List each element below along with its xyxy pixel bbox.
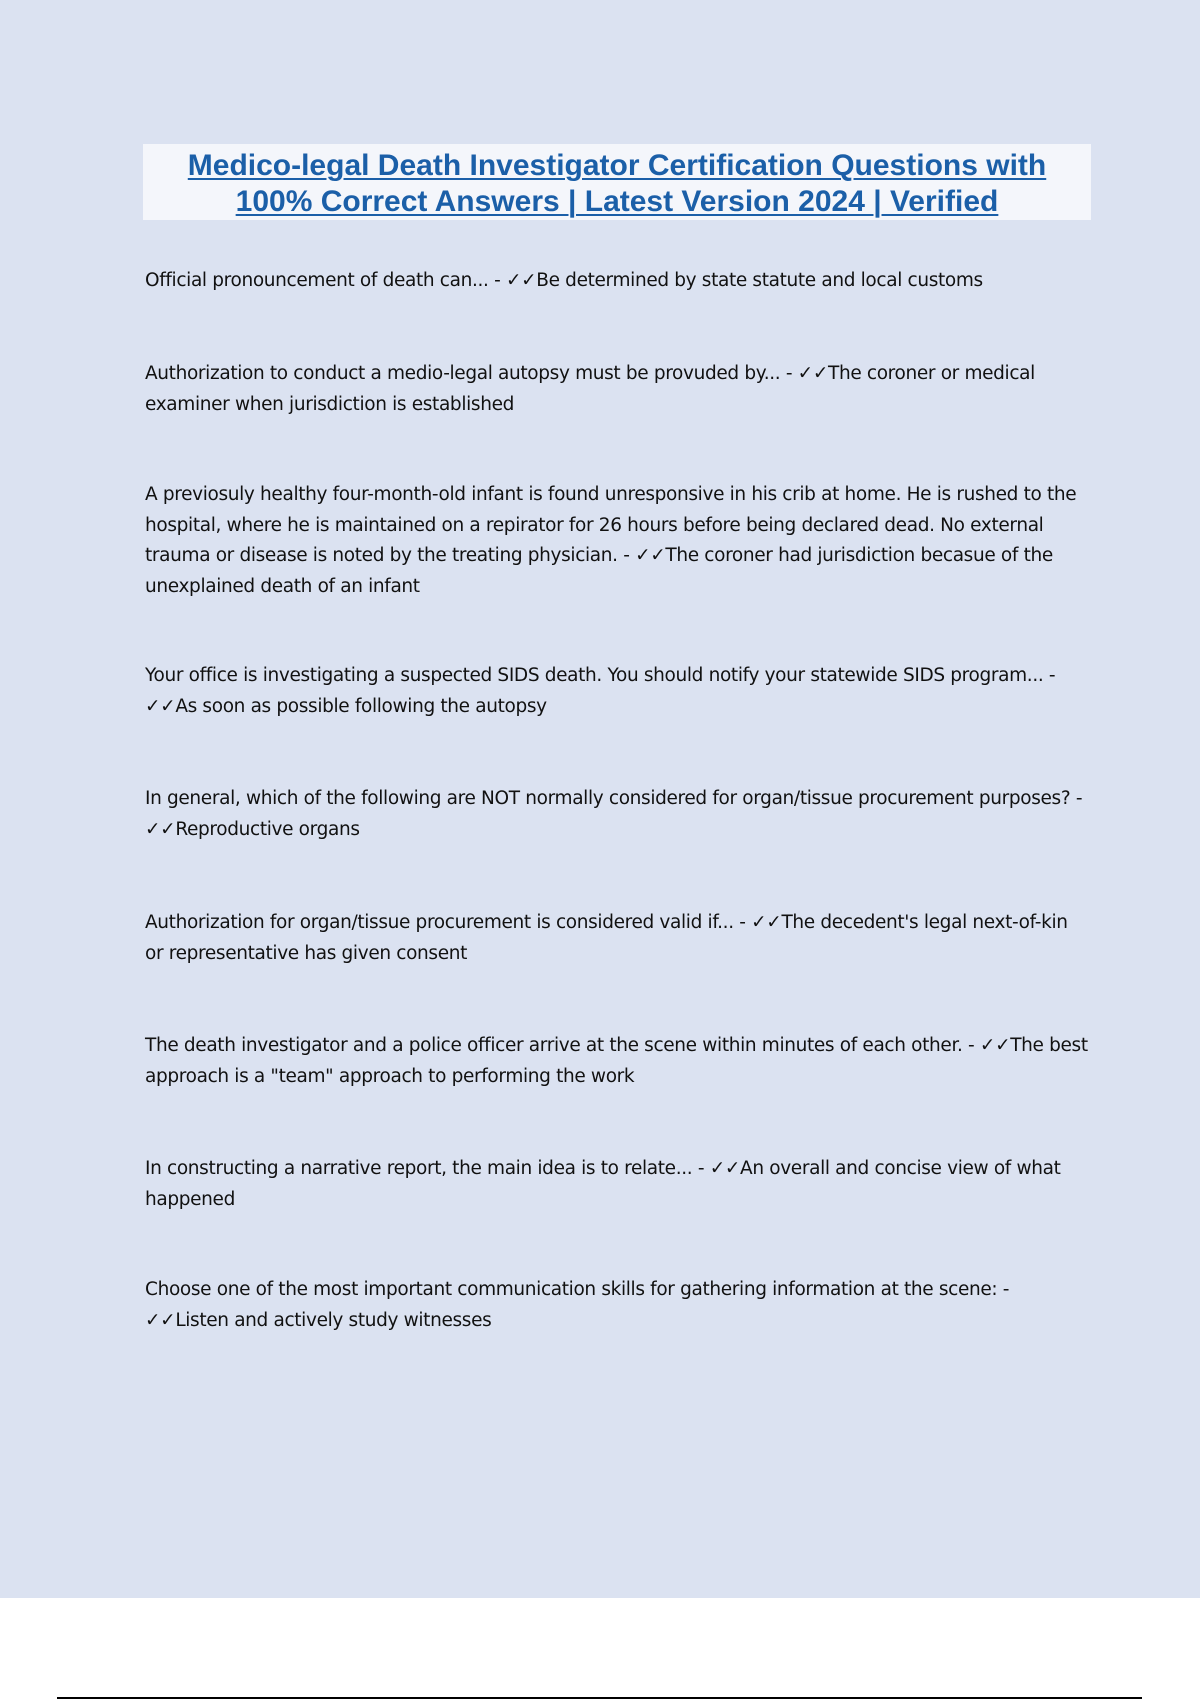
qa-item [145, 1154, 1090, 1215]
question-text: Authorization for organ/tissue procurement is considered valid if... [145, 912, 734, 933]
answer-text: As soon as possible following the autopsy [175, 695, 547, 717]
qa-item [145, 480, 1090, 602]
question-text: Choose one of the most important communication skills for gathering information at the scene: [145, 1279, 998, 1300]
answer-marker: - ✓✓ [962, 1035, 1011, 1056]
qa-item [145, 1275, 1090, 1336]
answer-marker: - ✓✓ [145, 1279, 1010, 1331]
qa-item [145, 359, 1090, 420]
answer-text: Reproductive organs [175, 818, 360, 840]
title-line-2: 100% Correct Answers | Latest Version 2024 | Verified [235, 185, 999, 218]
answer-marker: - ✓✓ [617, 545, 666, 566]
answer-text: The best approach is a "team" approach to performing the work [145, 1035, 1088, 1087]
answer-marker: - ✓✓ [733, 912, 782, 933]
qa-item [145, 266, 1090, 297]
question-text: In general, which of the following are NOT normally considered for organ/tissue procurement purposes? [145, 788, 1071, 809]
answer-text: Be determined by state statute and local customs [536, 270, 983, 291]
answer-marker: - ✓✓ [488, 270, 537, 291]
document-title [143, 144, 1091, 220]
title-line-1: Medico-legal Death Investigator Certification Questions with [187, 149, 1047, 182]
answer-marker: - ✓✓ [780, 363, 828, 384]
question-text: Your office is investigating a suspected SIDS death. You should notify your statewide SIDS program... [145, 665, 1044, 686]
qa-item [145, 784, 1090, 845]
answer-text: The coroner had jurisdiction becasue of the unexplained death of an infant [145, 545, 1053, 597]
answer-marker: - ✓✓ [145, 665, 1056, 717]
answer-text: The coroner or medical examiner when jurisdiction is established [145, 363, 1035, 415]
answer-text: Listen and actively study witnesses [175, 1309, 492, 1331]
question-text: The death investigator and a police officer arrive at the scene within minutes of each other. [145, 1035, 963, 1056]
answer-text: The decedent's legal next-of-kin or representative has given consent [145, 912, 1068, 964]
qa-item [145, 661, 1090, 722]
question-text: A previosuly healthy four-month-old infant is found unresponsive in his crib at home. He is rushed to the hospital, where he is maintained on a repirator for 26 hours before being declared dead. No external trauma or disease is noted by the treating physician. [145, 484, 1077, 566]
answer-text: An overall and concise view of what happened [145, 1158, 1061, 1210]
qa-item [145, 1031, 1090, 1092]
question-text: Authorization to conduct a medio-legal autopsy must be provuded by... [145, 363, 781, 384]
answer-marker: - ✓✓ [145, 788, 1083, 840]
answer-marker: - ✓✓ [692, 1158, 741, 1179]
question-text: Official pronouncement of death can... [145, 270, 489, 291]
qa-item [145, 908, 1090, 969]
page-separator-line [57, 1697, 1142, 1699]
question-text: In constructing a narrative report, the main idea is to relate... [145, 1158, 693, 1179]
